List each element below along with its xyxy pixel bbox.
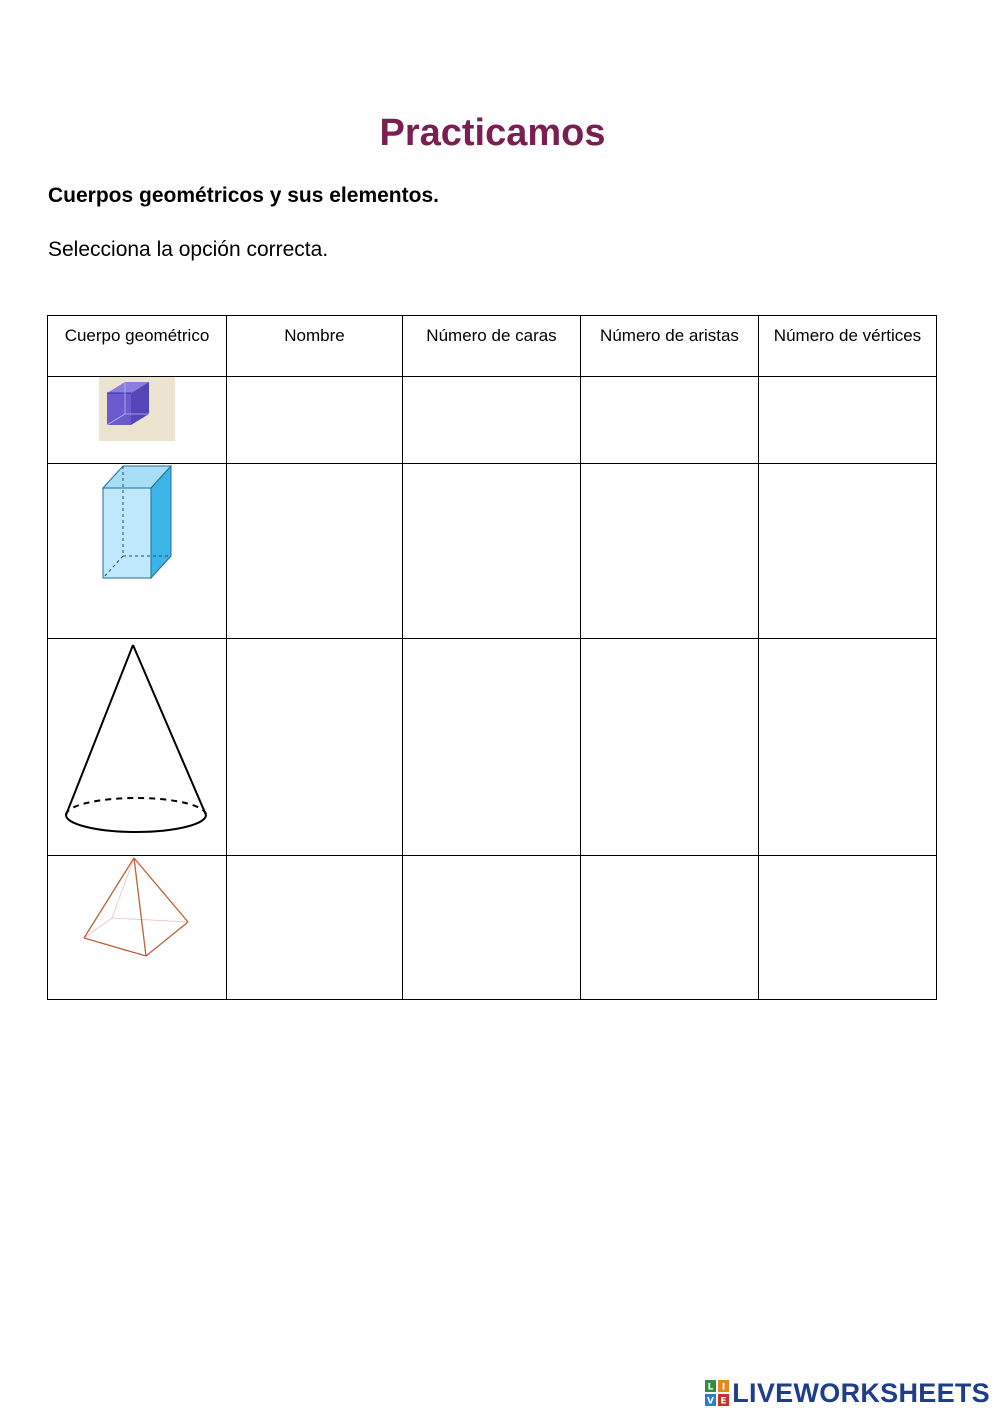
liveworksheets-wordmark: LIVEWORKSHEETS <box>732 1377 990 1408</box>
nombre-answer-cell[interactable] <box>227 639 403 856</box>
shape-cell <box>48 856 227 1000</box>
page-title: Practicamos <box>379 112 606 154</box>
table-row <box>48 639 937 856</box>
shapes-table <box>47 315 937 1000</box>
column-header-vertices: Número de vértices <box>759 316 937 377</box>
cone-icon <box>64 639 210 833</box>
section-subtitle: Cuerpos geométricos y sus elementos. <box>48 184 439 207</box>
caras-answer-cell[interactable] <box>403 464 581 639</box>
shape-cell <box>48 464 227 639</box>
column-header-caras: Número de caras <box>403 316 581 377</box>
svg-text:V: V <box>707 1396 715 1406</box>
nombre-answer-cell[interactable] <box>227 856 403 1000</box>
table-row <box>48 464 937 639</box>
rectangular-prism-icon <box>101 464 173 582</box>
column-header-cuerpo: Cuerpo geométrico <box>48 316 227 377</box>
nombre-answer-cell[interactable] <box>227 464 403 639</box>
table-row <box>48 377 937 464</box>
instruction-text: Selecciona la opción correcta. <box>48 238 329 261</box>
svg-text:I: I <box>722 1382 726 1393</box>
caras-answer-cell[interactable] <box>403 377 581 464</box>
cube-icon <box>99 377 175 441</box>
table-row <box>48 856 937 1000</box>
shape-cell <box>48 377 227 464</box>
column-header-nombre: Nombre <box>227 316 403 377</box>
table-header-row <box>48 316 937 377</box>
liveworksheets-logo[interactable] <box>705 1376 990 1410</box>
square-pyramid-icon <box>82 856 192 960</box>
svg-text:L: L <box>707 1382 714 1393</box>
column-header-aristas: Número de aristas <box>581 316 759 377</box>
aristas-answer-cell[interactable] <box>581 377 759 464</box>
nombre-answer-cell[interactable] <box>227 377 403 464</box>
vertices-answer-cell[interactable] <box>759 464 937 639</box>
vertices-answer-cell[interactable] <box>759 377 937 464</box>
caras-answer-cell[interactable] <box>403 856 581 1000</box>
aristas-answer-cell[interactable] <box>581 464 759 639</box>
shape-cell <box>48 639 227 856</box>
vertices-answer-cell[interactable] <box>759 856 937 1000</box>
liveworksheets-icon <box>705 1380 729 1406</box>
aristas-answer-cell[interactable] <box>581 639 759 856</box>
caras-answer-cell[interactable] <box>403 639 581 856</box>
aristas-answer-cell[interactable] <box>581 856 759 1000</box>
svg-text:E: E <box>720 1396 727 1406</box>
vertices-answer-cell[interactable] <box>759 639 937 856</box>
